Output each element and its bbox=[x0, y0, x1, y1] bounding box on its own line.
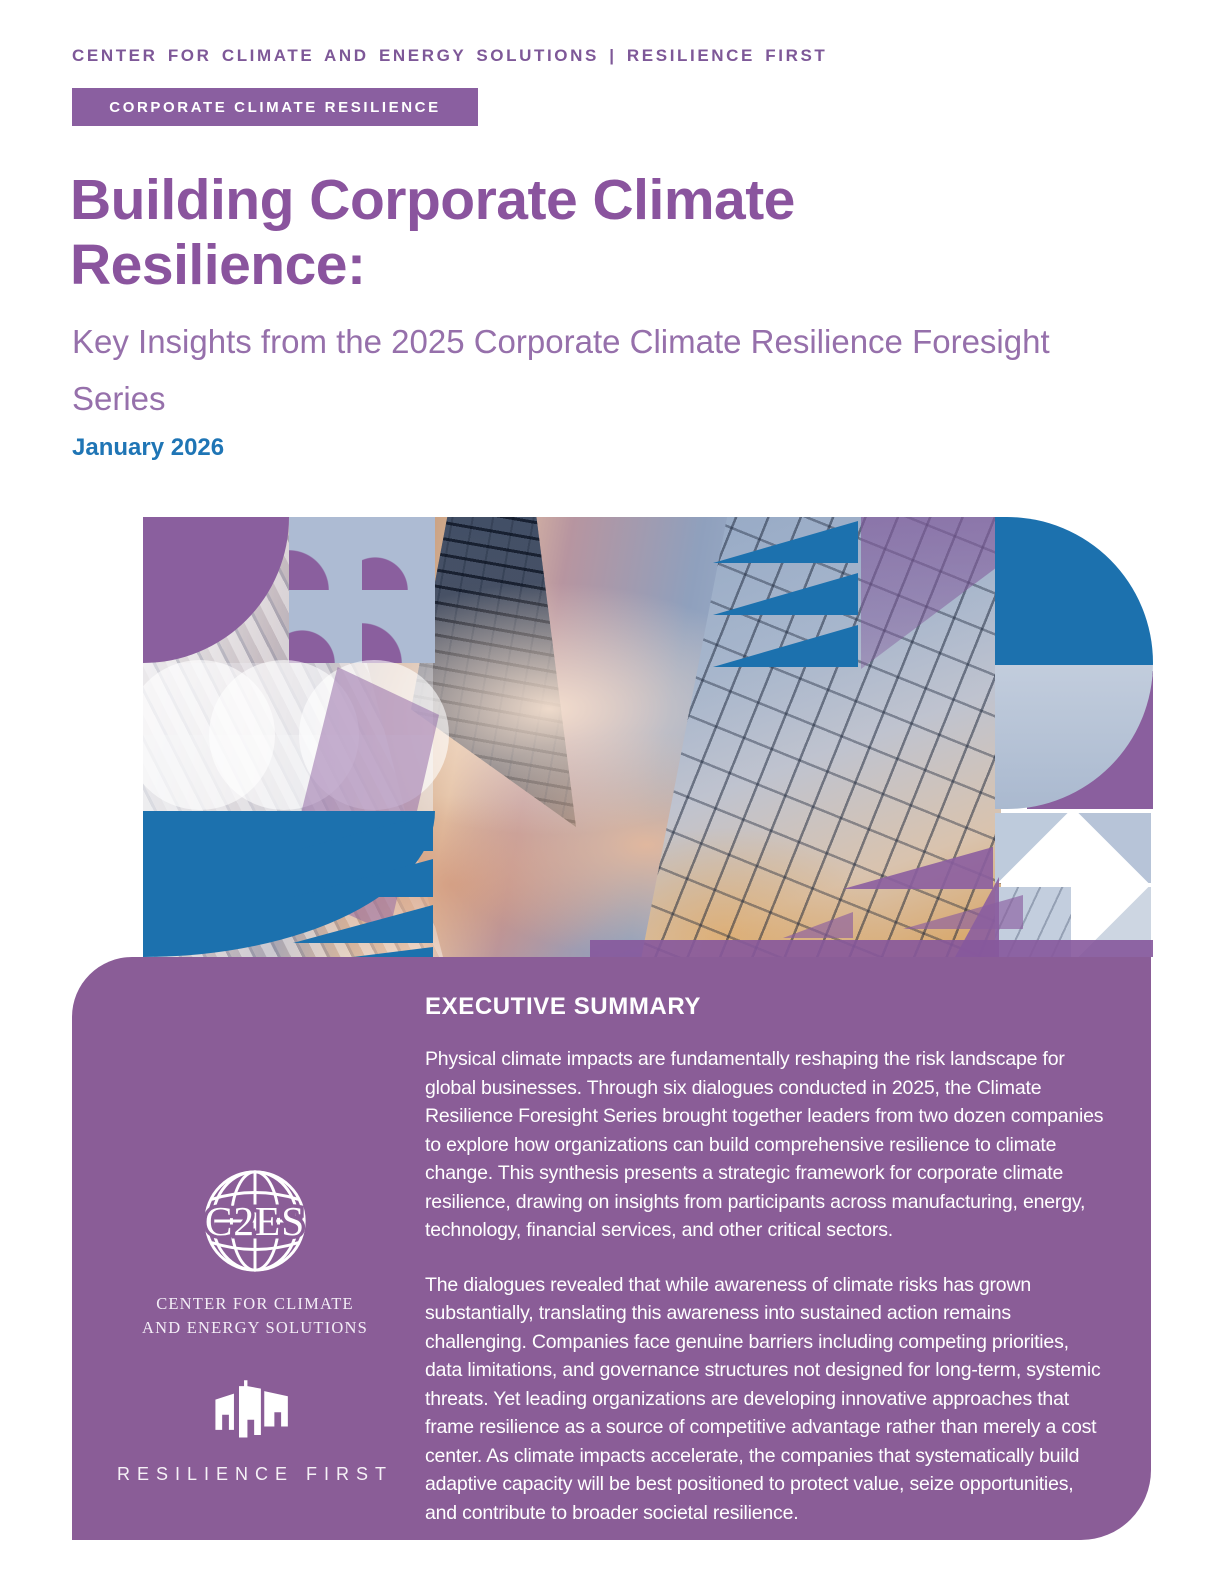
pattern-d-blue-half bbox=[995, 517, 1153, 665]
summary-paragraph: Physical climate impacts are fundamentally reshaping the risk landscape for global businesses. Through six dialogues conducted in 2025, the Climate Resilience Foresight Series brought together leaders from two dozen companies to explore how organizations can build comprehensive resilience to climate change. This synthesis presents a strategic framework for corporate climate resilience, drawing on insights from participants across manufacturing, energy, technology, financial services, and other critical sectors. bbox=[425, 1048, 1104, 1241]
report-title: Building Corporate Climate Resilience: bbox=[70, 168, 795, 297]
summary-text-block bbox=[425, 993, 1107, 1553]
summary-paragraph: The dialogues revealed that while awareness of climate risks has grown substantially, translating this awareness into sustained action remains challenging. Companies face genuine barriers including competing priorities, data limitations, and governance structures not designed for long-term, systemic threats. Yet leading organizations are developing innovative approaches that frame resilience as a source of competitive advantage rather than merely a cost center. As climate impacts accelerate, the companies that systematically build adaptive capacity will be best positioned to protect value, seize opportunities, and contribute to broader societal resilience. bbox=[425, 1273, 1101, 1524]
c2es-wordmark-line2: AND ENERGY SOLUTIONS bbox=[142, 1317, 368, 1337]
hero-collage bbox=[143, 517, 1153, 957]
pattern-photo-tile bbox=[995, 813, 1071, 883]
summary-heading: EXECUTIVE SUMMARY bbox=[425, 993, 702, 1020]
pattern-tile bbox=[289, 517, 362, 590]
pattern-photo-tile bbox=[1075, 813, 1151, 883]
report-subtitle: Key Insights from the 2025 Corporate Climate Resilience Foresight Series bbox=[72, 323, 1050, 417]
category-badge bbox=[72, 88, 478, 126]
executive-summary-panel bbox=[72, 957, 1151, 1540]
resilience-first-wordmark: RESILIENCE FIRST bbox=[116, 1463, 394, 1484]
pattern-tile bbox=[362, 590, 435, 663]
pattern-tile bbox=[289, 590, 362, 663]
publisher-logos bbox=[116, 1162, 394, 1485]
c2es-acronym: C2ES bbox=[204, 1197, 306, 1244]
report-date: January 2026 bbox=[72, 434, 225, 461]
c2es-wordmark bbox=[142, 1292, 368, 1340]
pattern-tile bbox=[362, 517, 435, 590]
publisher-eyebrow: CENTER FOR CLIMATE AND ENERGY SOLUTIONS | RESILIENCE FIRST bbox=[72, 46, 828, 65]
c2es-wordmark-line1: CENTER FOR CLIMATE bbox=[156, 1294, 354, 1313]
category-badge-label: CORPORATE CLIMATE RESILIENCE bbox=[109, 98, 441, 116]
globe-grid-icon bbox=[196, 1162, 314, 1280]
pattern-purple-strip bbox=[590, 940, 1153, 957]
city-skyline-icon bbox=[207, 1376, 303, 1440]
